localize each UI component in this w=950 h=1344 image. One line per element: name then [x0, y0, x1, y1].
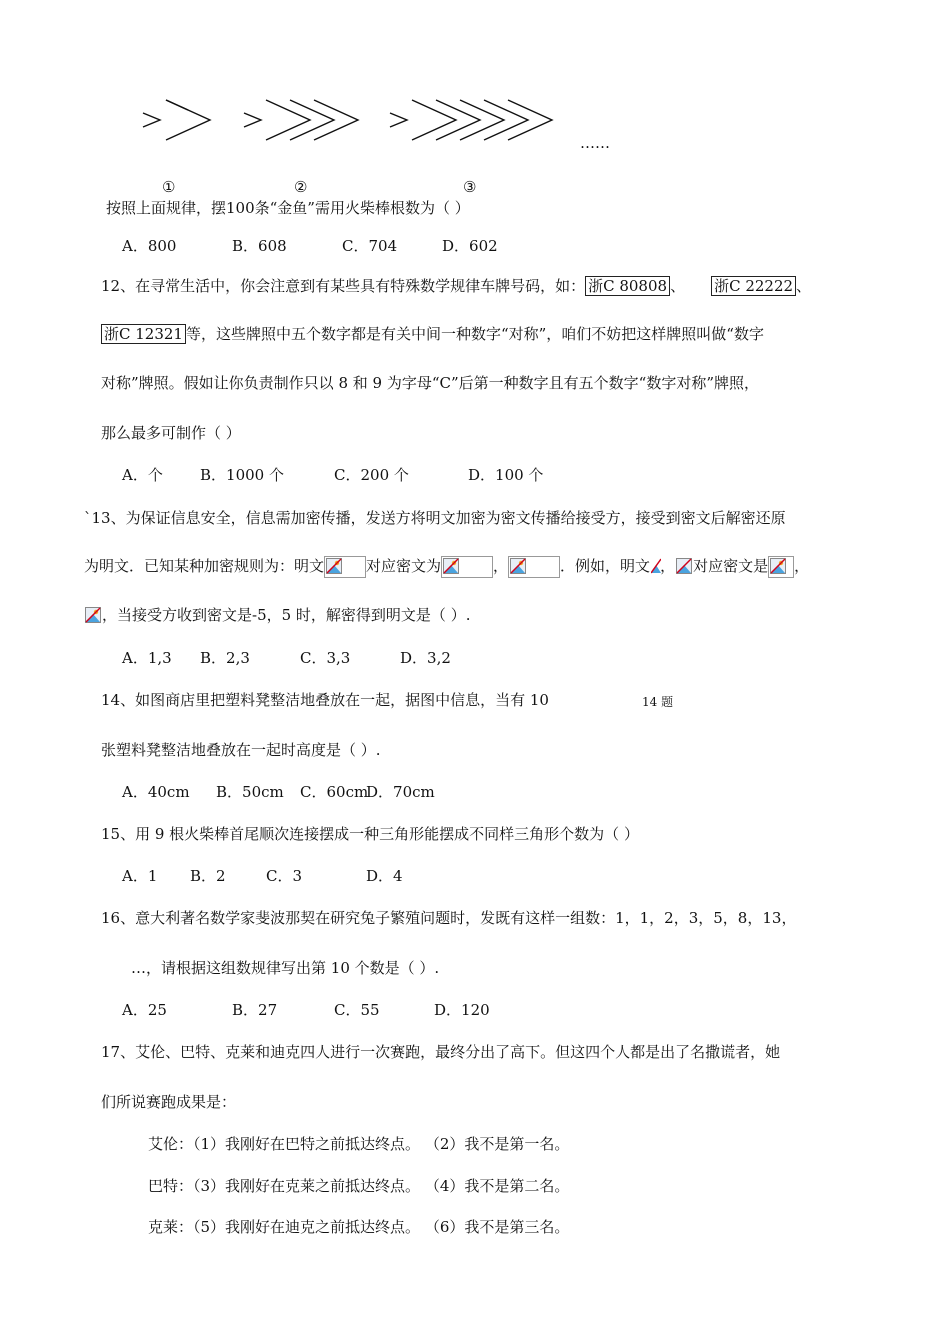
option-a: A．25: [122, 1001, 167, 1019]
q11-stem: 按照上面规律，摆100条“金鱼”需用火柴棒根数为（ ）: [106, 199, 470, 217]
statement-bart: 巴特：（3）我刚好在克莱之前抵达终点。 （4）我不是第二名。: [148, 1177, 570, 1195]
broken-image-icon: [768, 556, 794, 578]
figure-caption: 14 题: [642, 695, 674, 709]
option-d: D．4: [366, 867, 403, 885]
option-b: B．1000 个: [200, 466, 284, 484]
q13-line2: 为明文．已知某种加密规则为：明文 对应密文为 ， ．例如，明文 ， 对应密文是 ，: [84, 556, 809, 578]
statement-allen: 艾伦：（1）我刚好在巴特之前抵达终点。 （2）我不是第一名。: [148, 1135, 570, 1153]
option-d: D．3,2: [400, 649, 451, 667]
broken-image-icon: [324, 556, 366, 578]
q12-line4: 那么最多可制作（ ）: [101, 424, 241, 442]
option-c: C．704: [342, 237, 398, 255]
q17-line1: 17、艾伦、巴特、克莱和迪克四人进行一次赛跑，最终分出了高下。但这四个人都是出了名撒谎者，她: [101, 1043, 781, 1061]
broken-image-icon: [84, 606, 102, 626]
q14-line1: 14、如图商店里把塑料凳整洁地叠放在一起，据图中信息，当有 10: [101, 691, 549, 709]
option-d: D．602: [442, 237, 498, 255]
option-a: A．800: [122, 237, 177, 255]
broken-image-icon: [508, 556, 560, 578]
license-plate: 浙C 22222: [711, 276, 796, 296]
broken-image-icon: [441, 556, 493, 578]
option-a: A．个: [122, 466, 163, 484]
q16-line2: …，请根据这组数规律写出第 10 个数是（ ）.: [131, 959, 440, 977]
ellipsis: ……: [580, 134, 610, 152]
option-a: A．40cm: [122, 783, 190, 801]
option-b: B．50cm: [216, 783, 284, 801]
matchstick-fish-figure: [130, 86, 630, 156]
q14-line2: 张塑料凳整洁地叠放在一起时高度是（ ）.: [101, 741, 381, 759]
option-c: C．3,3: [300, 649, 351, 667]
option-a: A．1: [122, 867, 158, 885]
license-plate: 浙C 80808: [585, 276, 670, 296]
option-c: C．3: [266, 867, 303, 885]
q12-line2: 浙C 12321 等，这些牌照中五个数字都是有关中间一种数字“对称”，咱们不妨把这样牌照叫做“数字: [101, 324, 764, 344]
option-d: D．100 个: [468, 466, 544, 484]
broken-image-icon: [675, 557, 693, 577]
figure-label-1: ①: [162, 178, 176, 196]
option-a: A．1,3: [122, 649, 172, 667]
license-plate: 浙C 12321: [101, 324, 186, 344]
option-b: B．2: [190, 867, 226, 885]
option-d: D．120: [434, 1001, 490, 1019]
q17-line2: 们所说赛跑成果是：: [101, 1093, 237, 1111]
statement-clay: 克莱：（5）我刚好在迪克之前抵达终点。 （6）我不是第三名。: [148, 1218, 570, 1236]
option-c: C．60cm: [300, 783, 369, 801]
q15-line1: 15、用 9 根火柴棒首尾顺次连接摆成一种三角形能摆成不同样三角形个数为（ ）: [101, 825, 639, 843]
option-d: D．70cm: [366, 783, 435, 801]
figure-label-3: ③: [463, 178, 477, 196]
option-b: B．27: [232, 1001, 278, 1019]
q13-line1: `13、为保证信息安全，信息需加密传播，发送方将明文加密为密文传播给接受方，接受到密文后解密还原: [84, 509, 786, 527]
figure-label-2: ②: [294, 178, 308, 196]
q12-line3: 对称”牌照。假如让你负责制作只以 8 和 9 为字母“C”后第一种数字且有五个数字“数字对称”牌照，: [101, 374, 759, 392]
option-b: B．2,3: [200, 649, 250, 667]
broken-image-icon: [650, 557, 660, 577]
q16-line1: 16、意大利著名数学家斐波那契在研究兔子繁殖问题时，发既有这样一组数：1，1，2，3，5，8，13，: [101, 909, 797, 927]
option-c: C．55: [334, 1001, 380, 1019]
option-c: C．200 个: [334, 466, 409, 484]
q13-line3: ，当接受方收到密文是-5，5 时，解密得到明文是（ ）.: [84, 605, 470, 626]
option-b: B．608: [232, 237, 287, 255]
q12-line1: 12、在寻常生活中，你会注意到有某些具有特殊数学规律车牌号码，如： 浙C 80808 、 浙C 22222 、: [101, 277, 812, 295]
